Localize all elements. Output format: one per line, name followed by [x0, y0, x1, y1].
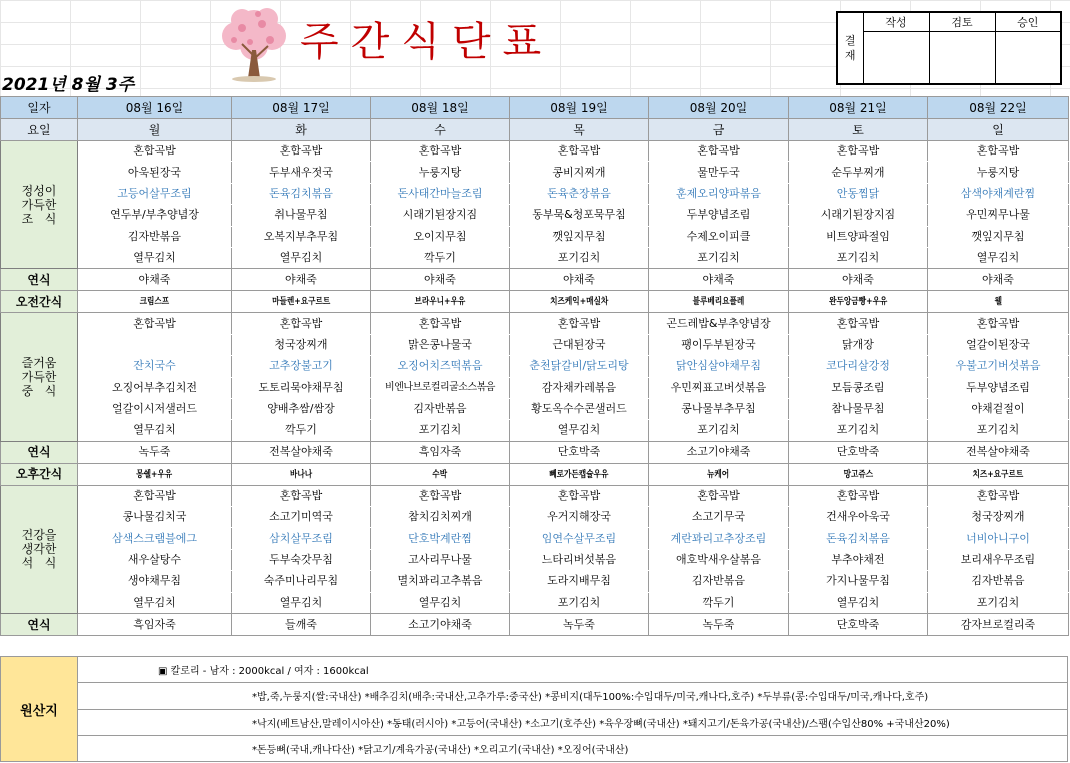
dinner-soft-row-cell: 녹두죽: [649, 614, 789, 636]
breakfast-dish: 안동찜닭: [789, 183, 928, 204]
date-row-cell: 08월 22일: [928, 97, 1069, 119]
calorie-line: ▣ 칼로리 - 남자 : 2000kcal / 여자 : 1600kcal: [78, 657, 1068, 683]
day-row-cell: 목: [510, 119, 649, 141]
lunch-label-text: 즐거움 가득한 중 식: [21, 356, 57, 399]
dinner-dish: 숙주미나리무침: [232, 571, 371, 592]
lunch-dish: 얼갈이시저샐러드: [78, 398, 232, 419]
origin-line: *밥,죽,누룽지(쌀:국내산) *배추김치(배추:국내산,고추가루:중국산) *콩비지(대두100%:수입대두/미국,캐나다,호주) *두부류(콩:수입대두/미국,캐나다,호주): [78, 683, 1068, 709]
breakfast-dish: 수제오이피클: [649, 226, 789, 247]
breakfast-dish: 취나물무침: [232, 205, 371, 226]
am-snack-row-label: 오전간식: [1, 291, 78, 313]
breakfast-dish: 김자반볶음: [78, 226, 232, 247]
approval-sign-author[interactable]: [863, 31, 929, 84]
dinner-soft-row-cell: 녹두죽: [510, 614, 649, 636]
dinner-soft-row-cell: 흑임자죽: [78, 614, 232, 636]
breakfast-soft-row-cell: 야채죽: [232, 269, 371, 291]
lunch-soft-row-cell: 녹두죽: [78, 441, 232, 463]
dinner-dish: 소고기미역국: [232, 507, 371, 528]
dinner-row: [1, 571, 1069, 592]
breakfast-soft-row-label: 연식: [1, 269, 78, 291]
dinner-soft-row: [1, 614, 1069, 636]
lunch-dish: 모듬콩조림: [789, 377, 928, 398]
dinner-soft-row-cell: 들깨죽: [232, 614, 371, 636]
dinner-dish: 포기김치: [510, 592, 649, 613]
pm-snack-row: [1, 463, 1069, 485]
lunch-dish: 도토리묵야채무침: [232, 377, 371, 398]
day-row-cell: 토: [789, 119, 928, 141]
breakfast-dish: 삼색야채계란찜: [928, 183, 1069, 204]
breakfast-dish: 돈육춘장볶음: [510, 183, 649, 204]
breakfast-dish: 비트양파절임: [789, 226, 928, 247]
lunch-dish: 닭안심살야채무침: [649, 356, 789, 377]
breakfast-dish: 시래기된장지짐: [371, 205, 510, 226]
origin-table: [0, 656, 1068, 762]
lunch-row: [1, 313, 1069, 334]
lunch-dish: 곤드레밥&부추양념장: [649, 313, 789, 334]
lunch-dish: 닭개장: [789, 334, 928, 355]
dinner-dish: 새우살탕수: [78, 549, 232, 570]
lunch-dish: 김자반볶음: [371, 398, 510, 419]
lunch-dish: 맑은콩나물국: [371, 334, 510, 355]
lunch-soft-row-label: 연식: [1, 441, 78, 463]
dinner-soft-row-cell: 감자브로컬리죽: [928, 614, 1069, 636]
date-row-label: 일자: [1, 97, 78, 119]
lunch-dish: 포기김치: [649, 420, 789, 441]
dinner-dish: 혼합곡밥: [510, 485, 649, 506]
dinner-dish: 삼치살무조림: [232, 528, 371, 549]
dinner-row: [1, 549, 1069, 570]
approval-box: [836, 11, 1062, 85]
lunch-soft-row-cell: 단호박죽: [510, 441, 649, 463]
breakfast-soft-row-cell: 야채죽: [78, 269, 232, 291]
date-row-cell: 08월 19일: [510, 97, 649, 119]
breakfast-label: [1, 141, 78, 269]
dinner-dish: 부추야채전: [789, 549, 928, 570]
pm-snack-row-label: 오후간식: [1, 463, 78, 485]
breakfast-dish: 혼합곡밥: [232, 141, 371, 162]
approval-col-review: 검토: [929, 12, 995, 31]
dinner-label: [1, 485, 78, 613]
breakfast-soft-row-cell: 야채죽: [371, 269, 510, 291]
lunch-dish: 근대된장국: [510, 334, 649, 355]
pm-snack-row-cell: [649, 463, 789, 485]
dinner-dish: 열무김치: [232, 592, 371, 613]
lunch-row: [1, 377, 1069, 398]
lunch-dish: 춘천닭갈비/닭도리탕: [510, 356, 649, 377]
breakfast-row: [1, 162, 1069, 183]
pm-snack-row-cell: [928, 463, 1069, 485]
pm-snack-row-text: 치즈+요구르트: [972, 469, 1024, 480]
lunch-dish: 참나물무침: [789, 398, 928, 419]
dinner-dish: 애호박새우살볶음: [649, 549, 789, 570]
breakfast-soft-row-cell: 야채죽: [649, 269, 789, 291]
dinner-dish: 열무김치: [371, 592, 510, 613]
pm-snack-row-text: 뻬로가든캡슐우유: [549, 469, 609, 480]
lunch-dish: [78, 334, 232, 355]
breakfast-dish: 순두부찌개: [789, 162, 928, 183]
date-row-cell: 08월 16일: [78, 97, 232, 119]
breakfast-dish: 혼합곡밥: [789, 141, 928, 162]
lunch-soft-row-cell: 전복살야채죽: [928, 441, 1069, 463]
breakfast-dish: 두부새우젓국: [232, 162, 371, 183]
am-snack-row-cell: [371, 291, 510, 313]
dinner-dish: 계란꽈리고추장조림: [649, 528, 789, 549]
approval-sign-review[interactable]: [929, 31, 995, 84]
lunch-dish: 열무김치: [78, 420, 232, 441]
am-snack-row-cell: [232, 291, 371, 313]
breakfast-row: [1, 141, 1069, 162]
breakfast-dish: 혼합곡밥: [510, 141, 649, 162]
dinner-dish: 건새우아욱국: [789, 507, 928, 528]
lunch-dish: 양배추쌈/쌈장: [232, 398, 371, 419]
dinner-dish: 단호박계란찜: [371, 528, 510, 549]
breakfast-dish: 혼합곡밥: [371, 141, 510, 162]
dinner-dish: 가지나물무침: [789, 571, 928, 592]
dinner-dish: 혼합곡밥: [789, 485, 928, 506]
approval-label: 결재: [837, 12, 863, 84]
lunch-soft-row-cell: 소고기야채죽: [649, 441, 789, 463]
am-snack-row-cell: [789, 291, 928, 313]
date-row-cell: 08월 17일: [232, 97, 371, 119]
dinner-dish: 돈육김치볶음: [789, 528, 928, 549]
breakfast-dish: 두부양념조림: [649, 205, 789, 226]
pm-snack-row-text: 뉴케어: [707, 469, 730, 480]
am-snack-row: [1, 291, 1069, 313]
lunch-dish: 청국장찌개: [232, 334, 371, 355]
date-row: [1, 97, 1069, 119]
pm-snack-row-text: 망고쥬스: [843, 469, 873, 480]
lunch-label: [1, 313, 78, 441]
lunch-dish: 비엔나브로컬리굴소스볶음: [371, 377, 510, 398]
breakfast-dish: 열무김치: [928, 247, 1069, 268]
lunch-soft-row-cell: 단호박죽: [789, 441, 928, 463]
breakfast-dish: 훈제오리양파볶음: [649, 183, 789, 204]
dinner-row: [1, 507, 1069, 528]
breakfast-dish: 아욱된장국: [78, 162, 232, 183]
approval-col-approve: 승인: [995, 12, 1061, 31]
sheet-header: [0, 0, 1070, 96]
lunch-soft-row-cell: 전복살야채죽: [232, 441, 371, 463]
day-row-cell: 수: [371, 119, 510, 141]
lunch-dish: 열무김치: [510, 420, 649, 441]
lunch-dish: 콩나물부추무침: [649, 398, 789, 419]
lunch-dish: 팽이두부된장국: [649, 334, 789, 355]
dinner-dish: 콩나물김치국: [78, 507, 232, 528]
breakfast-dish: 누룽지탕: [371, 162, 510, 183]
page-title: 주간식단표: [300, 19, 554, 65]
breakfast-row: [1, 226, 1069, 247]
lunch-dish: 혼합곡밥: [232, 313, 371, 334]
lunch-dish: 오징어부추김치전: [78, 377, 232, 398]
date-row-cell: 08월 21일: [789, 97, 928, 119]
pm-snack-row-cell: [510, 463, 649, 485]
lunch-dish: 혼합곡밥: [928, 313, 1069, 334]
pm-snack-row-cell: [78, 463, 232, 485]
dinner-row: [1, 528, 1069, 549]
day-row-cell: 월: [78, 119, 232, 141]
lunch-dish: 포기김치: [371, 420, 510, 441]
lunch-dish: 고추장불고기: [232, 356, 371, 377]
day-row: [1, 119, 1069, 141]
breakfast-dish: 포기김치: [649, 247, 789, 268]
dinner-dish: 소고기무국: [649, 507, 789, 528]
lunch-soft-row: [1, 441, 1069, 463]
dinner-dish: 김자반볶음: [649, 571, 789, 592]
day-row-cell: 화: [232, 119, 371, 141]
breakfast-dish: 누룽지탕: [928, 162, 1069, 183]
breakfast-dish: 혼합곡밥: [78, 141, 232, 162]
dinner-dish: 열무김치: [78, 592, 232, 613]
am-snack-row-text: 웰: [994, 297, 1002, 308]
breakfast-dish: 오이지무침: [371, 226, 510, 247]
breakfast-row: [1, 205, 1069, 226]
dinner-soft-row-cell: 단호박죽: [789, 614, 928, 636]
dinner-dish: 삼색스크램블에그: [78, 528, 232, 549]
dinner-row: [1, 485, 1069, 506]
lunch-dish: 우불고기버섯볶음: [928, 356, 1069, 377]
breakfast-dish: 콩비지찌개: [510, 162, 649, 183]
lunch-row: [1, 398, 1069, 419]
lunch-dish: 혼합곡밥: [371, 313, 510, 334]
breakfast-dish: 연두부/부추양념장: [78, 205, 232, 226]
dinner-dish: 두부숙갓무침: [232, 549, 371, 570]
pm-snack-row-text: 몽쉘+우유: [136, 469, 173, 480]
date-row-cell: 08월 18일: [371, 97, 510, 119]
breakfast-dish: 깍두기: [371, 247, 510, 268]
pm-snack-row-text: 바나나: [289, 469, 313, 480]
dinner-label-text: 건강을 생각한 석 식: [21, 528, 57, 571]
lunch-dish: 깍두기: [232, 420, 371, 441]
lunch-soft-row-cell: 흑임자죽: [371, 441, 510, 463]
lunch-dish: 야채겉절이: [928, 398, 1069, 419]
breakfast-dish: 포기김치: [789, 247, 928, 268]
breakfast-dish: 깻잎지무침: [928, 226, 1069, 247]
dinner-dish: 멸치꽈리고추볶음: [371, 571, 510, 592]
dinner-dish: 참치김치찌개: [371, 507, 510, 528]
origin-label: 원산지: [1, 657, 78, 762]
lunch-row: [1, 420, 1069, 441]
breakfast-soft-row-cell: 야채죽: [789, 269, 928, 291]
pm-snack-row-cell: [232, 463, 371, 485]
breakfast-row: [1, 183, 1069, 204]
dinner-dish: 도라지배무침: [510, 571, 649, 592]
dinner-dish: 혼합곡밥: [649, 485, 789, 506]
am-snack-row-text: 크림스프: [139, 297, 170, 308]
breakfast-dish: 오복지부추무침: [232, 226, 371, 247]
breakfast-dish: 포기김치: [510, 247, 649, 268]
pm-snack-row-cell: [789, 463, 928, 485]
lunch-dish: 얼갈이된장국: [928, 334, 1069, 355]
breakfast-dish: 혼합곡밥: [649, 141, 789, 162]
breakfast-row: [1, 247, 1069, 268]
lunch-dish: 혼합곡밥: [78, 313, 232, 334]
day-row-cell: 금: [649, 119, 789, 141]
am-snack-row-cell: [510, 291, 649, 313]
origin-line: *돈등뼈(국내,캐나다산) *닭고기/계육가공(국내산) *오리고기(국내산) *오징어(국내산): [78, 735, 1068, 761]
dinner-dish: 임연수살무조림: [510, 528, 649, 549]
am-snack-row-text: 치즈케익+매실차: [549, 297, 609, 308]
breakfast-soft-row-cell: 야채죽: [510, 269, 649, 291]
breakfast-dish: 열무김치: [78, 247, 232, 268]
dinner-dish: 고사리무나물: [371, 549, 510, 570]
origin-line: *낙지(베트남산,말레이시아산) *동태(러시아) *고등어(국내산) *소고기(호주산) *육우장뼈(국내산) *돼지고기/돈육가공(국내산)/스팸(수입산80% +국내산20%): [78, 709, 1068, 735]
dinner-dish: 열무김치: [789, 592, 928, 613]
breakfast-dish: 돈육김치볶음: [232, 183, 371, 204]
lunch-dish: 우민찌표고버섯볶음: [649, 377, 789, 398]
day-row-label: 요일: [1, 119, 78, 141]
lunch-dish: 잔치국수: [78, 356, 232, 377]
breakfast-label-text: 정성이 가득한 조 식: [21, 183, 57, 226]
am-snack-row-text: 마들렌+요구르트: [271, 297, 331, 308]
lunch-dish: 오징어치즈떡볶음: [371, 356, 510, 377]
dinner-dish: 우거지해장국: [510, 507, 649, 528]
lunch-dish: 두부양념조림: [928, 377, 1069, 398]
breakfast-dish: 깻잎지무침: [510, 226, 649, 247]
breakfast-dish: 시래기된장지짐: [789, 205, 928, 226]
lunch-dish: 혼합곡밥: [789, 313, 928, 334]
dinner-dish: 혼합곡밥: [232, 485, 371, 506]
breakfast-soft-row-cell: 야채죽: [928, 269, 1069, 291]
dinner-dish: 포기김치: [928, 592, 1069, 613]
am-snack-row-cell: [78, 291, 232, 313]
breakfast-dish: 동부묵&청포묵무침: [510, 205, 649, 226]
dinner-soft-row-label: 연식: [1, 614, 78, 636]
day-row-cell: 일: [928, 119, 1069, 141]
lunch-dish: 포기김치: [928, 420, 1069, 441]
dinner-dish: 혼합곡밥: [928, 485, 1069, 506]
dinner-dish: 혼합곡밥: [78, 485, 232, 506]
lunch-dish: 감자채카레볶음: [510, 377, 649, 398]
date-row-cell: 08월 20일: [649, 97, 789, 119]
am-snack-row-cell: [649, 291, 789, 313]
dinner-dish: 보리새우무조림: [928, 549, 1069, 570]
breakfast-soft-row: [1, 269, 1069, 291]
lunch-dish: 황도옥수수콘샐러드: [510, 398, 649, 419]
breakfast-dish: 우민찌무나물: [928, 205, 1069, 226]
approval-sign-approve[interactable]: [995, 31, 1061, 84]
breakfast-dish: 고등어살무조림: [78, 183, 232, 204]
dinner-dish: 생야채무침: [78, 571, 232, 592]
breakfast-dish: 혼합곡밥: [928, 141, 1069, 162]
lunch-dish: 코다리살강정: [789, 356, 928, 377]
weekly-menu-table: [0, 96, 1069, 636]
lunch-row: [1, 334, 1069, 355]
pm-snack-row-cell: [371, 463, 510, 485]
lunch-dish: 포기김치: [789, 420, 928, 441]
dinner-dish: 너비아니구이: [928, 528, 1069, 549]
dinner-dish: 느타리버섯볶음: [510, 549, 649, 570]
week-label: 2021년 8월 3주: [2, 75, 135, 95]
am-snack-row-text: 블루베리요플레: [692, 297, 745, 308]
pm-snack-row-text: 수박: [432, 469, 448, 480]
am-snack-row-cell: [928, 291, 1069, 313]
dinner-row: [1, 592, 1069, 613]
am-snack-row-text: 브라우니+우유: [414, 297, 466, 308]
lunch-row: [1, 356, 1069, 377]
dinner-dish: 김자반볶음: [928, 571, 1069, 592]
approval-col-author: 작성: [863, 12, 929, 31]
lunch-dish: 혼합곡밥: [510, 313, 649, 334]
breakfast-dish: 열무김치: [232, 247, 371, 268]
am-snack-row-text: 완두앙금빵+우유: [828, 297, 888, 308]
breakfast-dish: 돈사태간마늘조림: [371, 183, 510, 204]
dinner-dish: 혼합곡밥: [371, 485, 510, 506]
dinner-dish: 깍두기: [649, 592, 789, 613]
breakfast-dish: 물만두국: [649, 162, 789, 183]
dinner-dish: 청국장찌개: [928, 507, 1069, 528]
cherry-blossom-tree-icon: [212, 6, 296, 82]
dinner-soft-row-cell: 소고기야채죽: [371, 614, 510, 636]
